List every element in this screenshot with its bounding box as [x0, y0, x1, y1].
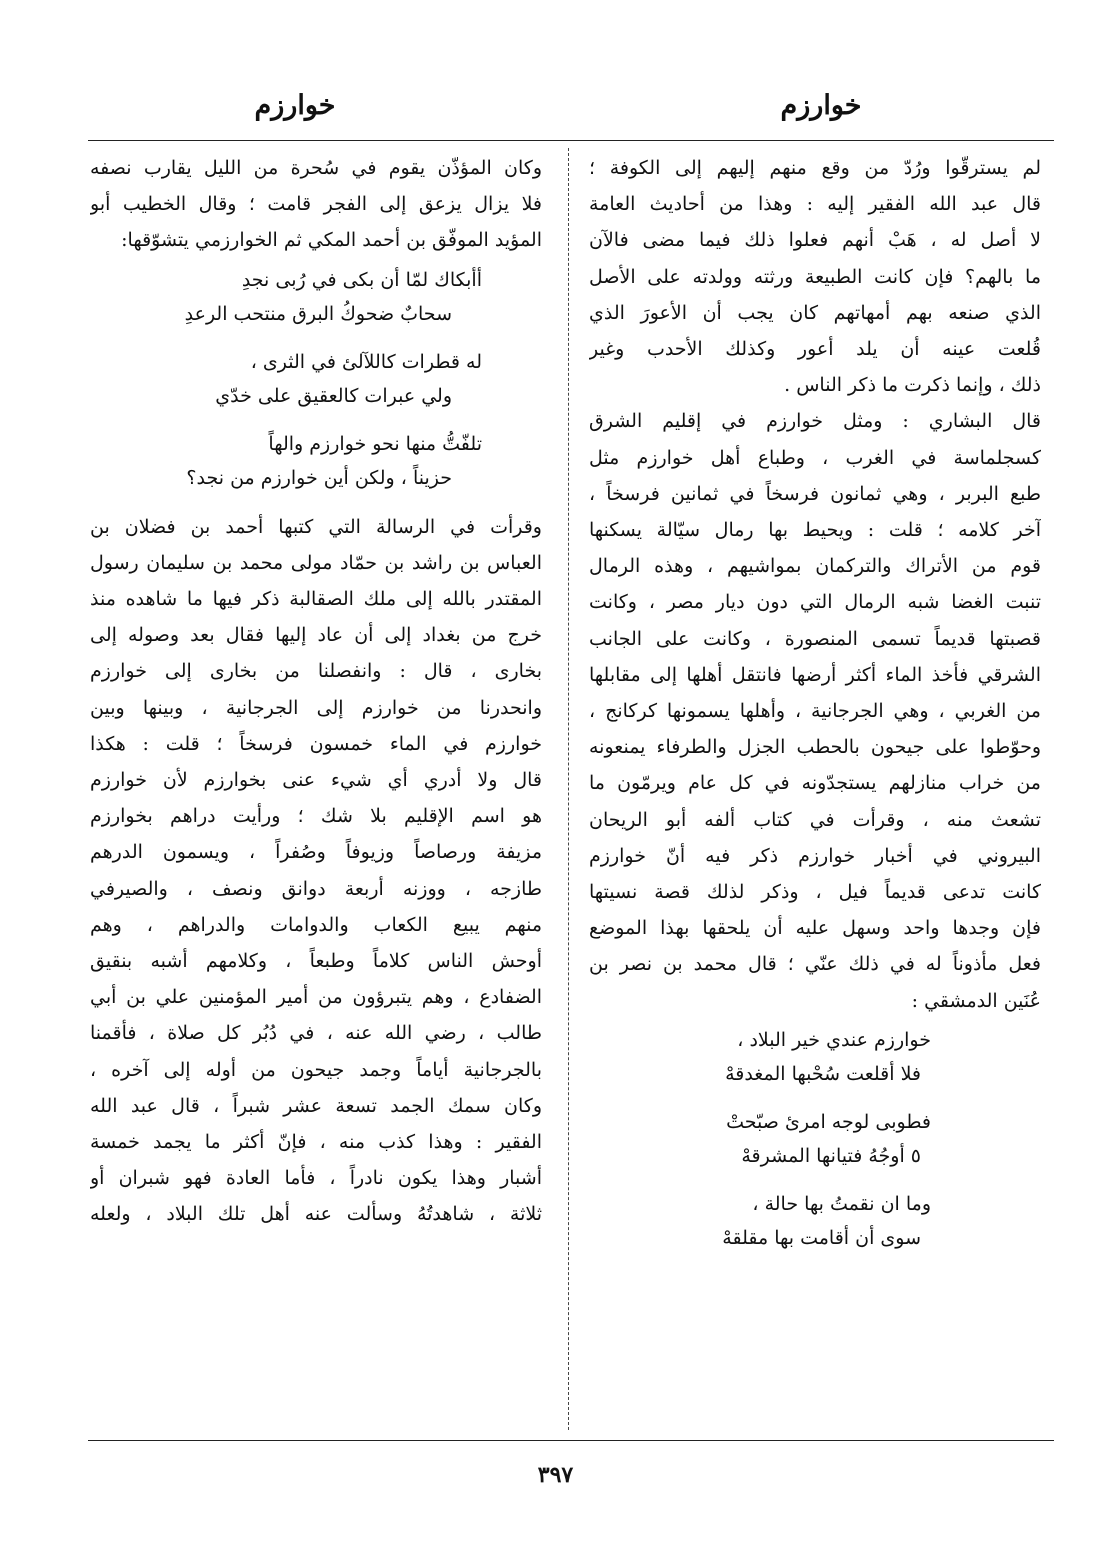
text-line: قُلعت عينه أن يلد أعور وكذلك الأحدب وغير	[589, 338, 1041, 361]
text-line: وحوّطوا على جيحون بالحطب الجزل والطرفاء يمنعونه	[589, 736, 1041, 759]
verse-line: تلفّتُّ منها نحو خوارزم والهاً	[268, 432, 482, 455]
text-line: الذي صنعه بهم أمهاتهم كان يجب أن الأعورَ الذي	[589, 301, 1041, 324]
text-line: أوحش الناس كلاماً وطبعاً ، وكلامهم أشبه بنقيق	[90, 950, 542, 973]
verse-line: فلا أقلعت سُحْبها المغدقهْ	[725, 1062, 921, 1085]
text-line: ثلاثة ، شاهدتُهُ وسألت عنه أهل تلك البلاد ، ولعله	[90, 1203, 542, 1226]
left-poem	[90, 263, 542, 495]
verse-line: سحابٌ ضحوكُ البرق منتحب الرعدِ	[184, 302, 452, 325]
text-line: تشعث منه ، وقرأت في كتاب ألفه أبو الريحان	[589, 808, 1041, 831]
text-line: وكان المؤذّن يقوم في سُحرة من الليل يقارب نصفه	[90, 157, 542, 179]
verse-line: ٥ أوجُهُ فتيانها المشرقهْ	[741, 1144, 921, 1167]
text-line: بالجرجانية أياماً وجمد جيحون من أوله إلى آخره ،	[90, 1058, 542, 1081]
verse-line: وما ان نقمتُ بها حالة ،	[752, 1192, 931, 1215]
verse-line: له قطرات كاللآلئ في الثرى ،	[250, 350, 482, 373]
text-line: قال البشاري : ومثل خوارزم في إقليم الشرق	[589, 410, 1041, 433]
right-column	[589, 150, 1041, 1435]
text-line: البيروني في أخبار خوارزم ذكر فيه أنّ خوارزم	[589, 844, 1041, 867]
text-line: عُنَين الدمشقي :	[911, 989, 1041, 1012]
text-line: طازجه ، ووزنه أربعة دوانق ونصف ، والصيرفي	[90, 877, 542, 900]
text-line: فعل مأذوناً له في ذلك عنّي ؛ قال محمد بن نصر بن	[589, 953, 1041, 976]
text-line: كسجلماسة في الغرب ، وطباع أهل خوارزم مثل	[589, 446, 1041, 469]
text-line: لم يسترقّوا ورُدّ من وقع منهم إليهم إلى الكوفة ؛	[589, 157, 1041, 179]
verse-line: خوارزم عندي خير البلاد ،	[737, 1028, 931, 1051]
text-line: قوم من الأتراك والتركمان بمواشيهم ، وهذه الرمال	[589, 555, 1041, 578]
page-number: ٣٩٧	[537, 1462, 574, 1488]
running-head-left: خوارزم	[254, 90, 336, 121]
text-line: فإن وجدها واحد وسهل عليه أن يلحقها بهذا الموضع	[589, 917, 1041, 940]
verse-line: أأبكاك لمّا أن بكى في رُبى نجدِ	[241, 268, 482, 291]
verse-line: فطوبى لوجه امرئ صبّحتْ	[726, 1110, 931, 1133]
poem-stanza	[589, 1105, 1041, 1173]
text-line: قال ولا أدري أي شيء عنى بخوارزم لأن خوارزم	[90, 769, 542, 792]
text-line: فلا يزال يزعق إلى الفجر قامت ؛ وقال الخطيب أبو	[90, 193, 542, 216]
text-line: قال عبد الله الفقير إليه : وهذا من أحاديث العامة	[589, 193, 1041, 216]
text-line: وكان سمك الجمد تسعة عشر شبراً ، قال عبد الله	[90, 1094, 542, 1117]
text-line: من خراب منازلهم يستجدّونه في كل عام ويرمّون ما	[589, 772, 1041, 795]
text-line: هو اسم الإقليم بلا شك ؛ ورأيت دراهم بخوارزم	[90, 805, 542, 828]
text-line: من الغربي ، وهي الجرجانية ، وأهلها يسمونها كركانج ،	[589, 700, 1041, 723]
right-poem	[589, 1023, 1041, 1255]
text-line: وانحدرنا من خوارزم إلى الجرجانية ، وبينها وبين	[90, 696, 542, 719]
text-line: الفقير : وهذا كذب منه ، فإنّ أكثر ما يجمد خمسة	[90, 1131, 542, 1154]
text-line: تنبت الغضا شبه الرمال التي دون ديار مصر ، وكانت	[589, 591, 1041, 614]
text-line: خوارزم في الماء خمسون فرسخاً ؛ قلت : هكذا	[90, 732, 542, 755]
poem-stanza	[90, 263, 542, 331]
text-line: قصبتها قديماً تسمى المنصورة ، وكانت على الجانب	[589, 627, 1041, 650]
text-line: ذلك ، وإنما ذكرت ما ذكر الناس .	[784, 374, 1041, 397]
left-paragraph-2	[90, 509, 542, 1233]
poem-stanza	[589, 1187, 1041, 1255]
poem-stanza	[90, 427, 542, 495]
text-line: آخر كلامه ؛ قلت : ويحيط بها رمال سيّالة يسكنها	[589, 519, 1041, 542]
text-line: بخارى ، قال : وانفصلنا من بخارى إلى خوارزم	[90, 660, 542, 683]
text-line: أشبار وهذا يكون نادراً ، فأما العادة فهو شبران أو	[90, 1167, 542, 1190]
poem-stanza	[589, 1023, 1041, 1091]
text-line: الشرقي فأخذ الماء أكثر أرضها فانتقل أهلها إلى مقابلها	[589, 663, 1041, 686]
text-line: منهم يبيع الكعاب والدوامات والدراهم ، وهم	[90, 913, 542, 936]
header-rule	[88, 140, 1054, 141]
text-line: لا أصل له ، هَبْ أنهم فعلوا ذلك فيما مضى فالآن	[589, 229, 1041, 252]
right-paragraph-1	[589, 150, 1041, 403]
running-head-right: خوارزم	[780, 90, 862, 121]
text-line: مزيفة ورصاصاً وزيوفاً وصُفراً ، ويسمون الدرهم	[90, 841, 542, 864]
left-column	[90, 150, 542, 1435]
poem-stanza	[90, 345, 542, 413]
text-line: وقرأت في الرسالة التي كتبها أحمد بن فضلان بن	[90, 515, 542, 538]
verse-line: حزيناً ، ولكن أين خوارزم من نجد؟	[186, 466, 452, 489]
text-line: كانت تدعى قديماً فيل ، وذكر لذلك قصة نسيتها	[589, 881, 1041, 904]
column-divider	[568, 148, 569, 1430]
verse-line: سوى أن أقامت بها مقلقهْ	[722, 1226, 921, 1249]
left-paragraph-1	[90, 150, 542, 259]
text-line: المقتدر بالله إلى ملك الصقالبة ذكر فيها ما شاهده منذ	[90, 588, 542, 611]
right-paragraph-2	[589, 403, 1041, 1018]
text-line: طالب ، رضي الله عنه ، في دُبُر كل صلاة ، فأقمنا	[90, 1022, 542, 1045]
text-line: الضفادع ، وهم يتبرؤون من أمير المؤمنين علي بن أبي	[90, 986, 542, 1009]
text-line: العباس بن راشد بن حمّاد مولى محمد بن سليمان رسول	[90, 551, 542, 574]
text-line: طبع البربر ، وهي ثمانون فرسخاً في ثمانين فرسخاً ،	[589, 482, 1041, 505]
text-line: خرج من بغداد إلى أن عاد إليها فقال بعد وصوله إلى	[90, 624, 542, 647]
footer-rule	[88, 1440, 1054, 1441]
text-line: المؤيد الموفّق بن أحمد المكي ثم الخوارزمي يتشوّقها:	[121, 229, 542, 252]
verse-line: ولي عبرات كالعقيق على خدّي	[215, 384, 452, 407]
text-line: ما بالهم؟ فإن كانت الطبيعة ورثته وولدته على الأصل	[589, 265, 1041, 288]
